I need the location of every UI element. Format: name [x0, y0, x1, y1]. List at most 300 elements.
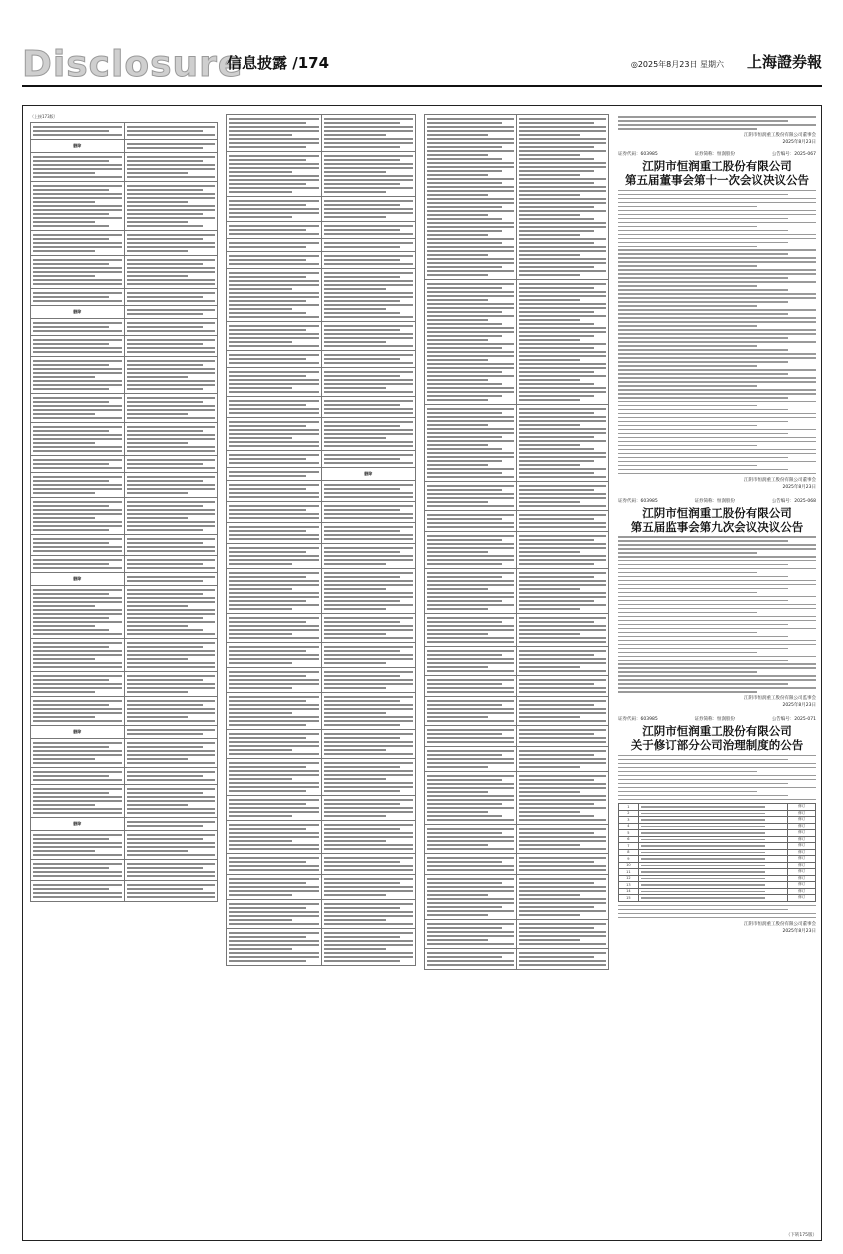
rule-number: 3 [619, 817, 639, 824]
text-line [427, 485, 514, 487]
text-line [324, 187, 414, 189]
original-article [227, 668, 322, 693]
revised-article [124, 672, 218, 697]
text-line [618, 433, 788, 435]
original-article [425, 676, 517, 697]
text-line [127, 633, 216, 635]
text-line [427, 174, 488, 176]
notice-title-company: 江阴市恒润重工股份有限公司 [642, 505, 792, 520]
notice-title-company: 江阴市恒润重工股份有限公司 [642, 724, 792, 739]
text-line [127, 197, 216, 199]
text-line [427, 262, 514, 264]
rule-number: 13 [619, 882, 639, 889]
text-line [427, 914, 488, 916]
revised-article [517, 569, 609, 614]
text-line [229, 208, 319, 210]
text-line [229, 312, 306, 314]
text-line [229, 296, 319, 298]
text-line [618, 357, 816, 359]
text-line [618, 389, 816, 391]
text-line [33, 892, 122, 894]
text-line [33, 605, 95, 607]
text-line [33, 488, 122, 490]
text-line [618, 580, 816, 582]
text-line [33, 360, 122, 362]
rule-number: 2 [619, 810, 639, 817]
text-line [519, 803, 594, 805]
text-line [229, 588, 292, 590]
text-line [519, 371, 594, 373]
text-line [618, 194, 788, 196]
text-line [427, 190, 514, 192]
text-line [324, 391, 414, 393]
text-line [229, 216, 292, 218]
text-line [519, 641, 606, 643]
text-line [427, 720, 514, 722]
text-line [519, 654, 594, 656]
text-line [33, 296, 109, 298]
text-line [519, 633, 580, 635]
text-line [127, 126, 216, 128]
text-line [427, 943, 514, 945]
text-line [127, 164, 216, 166]
text-line [127, 892, 216, 894]
text-line [519, 270, 606, 272]
text-line [519, 596, 606, 598]
text-line [33, 850, 95, 852]
text-line [618, 905, 816, 907]
text-line [324, 312, 401, 314]
rule-number: 7 [619, 843, 639, 850]
revised-article [124, 140, 218, 153]
text-line [229, 919, 292, 921]
text-line [33, 683, 122, 685]
revised-article [124, 818, 218, 831]
text-line [33, 242, 122, 244]
text-line [33, 292, 122, 294]
text-line [519, 836, 606, 838]
text-line [324, 832, 414, 834]
text-line [229, 662, 292, 664]
rule-status: 修订 [788, 849, 816, 856]
text-line [127, 193, 216, 195]
text-line [33, 675, 122, 677]
revised-article [517, 676, 609, 697]
text-line [33, 438, 122, 440]
text-line [427, 214, 488, 216]
text-line [519, 170, 594, 172]
text-line [127, 263, 203, 265]
text-line [33, 896, 122, 898]
text-line [618, 206, 757, 208]
text-line [427, 158, 502, 160]
text-line [618, 449, 816, 451]
text-line [324, 229, 401, 231]
text-line [229, 404, 306, 406]
text-line [519, 186, 606, 188]
text-line [427, 588, 488, 590]
text-line [519, 807, 606, 809]
text-line [519, 943, 606, 945]
text-line [229, 517, 319, 519]
text-line [229, 840, 292, 842]
revised-article [517, 405, 609, 482]
continuation-note: （下转175版） [785, 1233, 817, 1238]
text-line [33, 480, 109, 482]
original-article [31, 586, 125, 639]
text-line [33, 426, 122, 428]
text-line [229, 745, 319, 747]
text-line [229, 687, 292, 689]
text-line [33, 372, 122, 374]
text-line [229, 741, 319, 743]
text-line [519, 424, 580, 426]
text-line [519, 355, 606, 357]
text-line [33, 750, 122, 752]
text-line [127, 775, 203, 777]
text-line [33, 283, 122, 285]
text-line [519, 416, 606, 418]
text-line [519, 505, 606, 507]
text-line [33, 633, 122, 635]
comparison-row [425, 726, 609, 747]
text-line [127, 376, 189, 378]
text-line [618, 333, 816, 335]
revised-article [517, 772, 609, 825]
text-line [229, 563, 292, 565]
text-line [229, 584, 319, 586]
text-line [618, 365, 757, 367]
text-line [229, 679, 319, 681]
text-line [427, 493, 514, 495]
text-line [427, 617, 514, 619]
text-line [324, 204, 401, 206]
text-line [427, 250, 514, 252]
text-line [33, 351, 122, 353]
text-line [324, 255, 414, 257]
revised-article [124, 860, 218, 881]
rule-number: 1 [619, 804, 639, 811]
original-article [425, 920, 517, 949]
rule-number: 10 [619, 862, 639, 869]
text-line [127, 283, 216, 285]
text-line [229, 183, 306, 185]
text-line [324, 551, 401, 553]
text-line [33, 509, 122, 511]
text-line [127, 267, 216, 269]
text-line [618, 457, 788, 459]
comparison-row [227, 796, 416, 821]
text-line [127, 729, 216, 731]
text-line [618, 393, 816, 395]
text-line [229, 869, 319, 871]
text-line [127, 213, 203, 215]
original-article [31, 831, 125, 860]
text-line [618, 795, 788, 797]
revised-article [517, 482, 609, 511]
revised-article [321, 222, 416, 239]
text-line [324, 654, 414, 656]
text-line [33, 742, 122, 744]
text-line [33, 834, 122, 836]
text-line [427, 960, 514, 962]
text-line [127, 617, 203, 619]
text-line [427, 246, 514, 248]
notice-title-subject: 关于修订部分公司治理制度的公告 [630, 738, 804, 753]
text-line [427, 150, 514, 152]
text-line [519, 927, 594, 929]
text-line [229, 803, 306, 805]
text-line [427, 551, 488, 553]
text-line [519, 493, 606, 495]
text-line [127, 326, 203, 328]
text-line [519, 428, 606, 430]
text-line [229, 255, 319, 257]
text-line [519, 497, 606, 499]
text-line [519, 869, 606, 871]
text-line [229, 733, 319, 735]
text-line [229, 505, 319, 507]
text-line [324, 596, 414, 598]
masthead-wordmark: Disclosure [22, 44, 244, 85]
revised-article [124, 768, 218, 785]
text-line [427, 679, 514, 681]
comparison-row [31, 498, 218, 535]
text-line [618, 309, 816, 311]
text-line [324, 786, 414, 788]
text-line [127, 896, 216, 898]
text-line [618, 548, 816, 550]
text-line [127, 160, 203, 162]
text-line [618, 381, 816, 383]
text-line [324, 272, 414, 274]
text-line [324, 932, 414, 934]
text-line [324, 233, 414, 235]
revised-article [321, 351, 416, 368]
comparison-row [425, 647, 609, 676]
text-line [427, 584, 514, 586]
text-line [618, 799, 816, 801]
revised-article [517, 647, 609, 676]
text-line [33, 650, 122, 652]
text-line [33, 792, 109, 794]
text-line [324, 687, 387, 689]
text-line [427, 910, 514, 912]
text-line [33, 629, 109, 631]
text-line [229, 538, 319, 540]
text-line [229, 547, 319, 549]
text-line [324, 509, 401, 511]
rule-status: 修订 [788, 862, 816, 869]
text-line [229, 233, 319, 235]
text-line [427, 343, 514, 345]
text-line [127, 480, 203, 482]
text-line [618, 253, 788, 255]
deleted-marker: 删除 [31, 818, 125, 831]
text-line [229, 559, 319, 561]
text-line [229, 280, 319, 282]
text-line [33, 867, 109, 869]
original-article [227, 544, 322, 569]
text-line [324, 118, 414, 120]
rule-number: 6 [619, 836, 639, 843]
text-line [33, 559, 122, 561]
text-line [127, 834, 216, 836]
text-line [519, 637, 606, 639]
text-line [618, 775, 816, 777]
column-4 [618, 114, 816, 1224]
text-line [427, 840, 514, 842]
comparison-row [227, 418, 416, 451]
text-line [33, 176, 122, 178]
text-line [229, 530, 306, 532]
text-line [127, 450, 216, 452]
text-line [229, 358, 306, 360]
comparison-row [425, 875, 609, 920]
text-line [127, 185, 216, 187]
original-article [31, 860, 125, 881]
original-article [227, 152, 322, 197]
text-line [229, 832, 319, 834]
text-line [324, 944, 414, 946]
text-line [324, 563, 387, 565]
text-line [519, 844, 580, 846]
rule-number: 12 [619, 875, 639, 882]
revised-article [124, 123, 218, 140]
original-article [227, 875, 322, 900]
signature-date: 2025年8月23日 [782, 484, 816, 490]
text-line [427, 428, 514, 430]
text-line [519, 440, 606, 442]
text-line [229, 580, 319, 582]
text-line [324, 138, 414, 140]
masthead [22, 40, 822, 96]
comparison-row [31, 768, 218, 785]
text-line [229, 861, 306, 863]
text-line [519, 299, 580, 301]
text-line [618, 425, 757, 427]
text-line [229, 857, 319, 859]
text-line [519, 218, 594, 220]
text-line [427, 604, 514, 606]
signature-date: 2025年8月23日 [782, 703, 816, 709]
text-line [229, 774, 319, 776]
text-line [33, 185, 122, 187]
text-line [324, 844, 414, 846]
text-line [229, 534, 319, 536]
text-line [519, 122, 594, 124]
original-article [227, 368, 322, 397]
text-line [33, 275, 95, 277]
text-line [427, 238, 514, 240]
text-line [127, 804, 189, 806]
signature-company: 江阴市恒润重工股份有限公司董事会 [744, 133, 816, 139]
comparison-row [227, 397, 416, 418]
text-line [229, 907, 306, 909]
text-line [127, 662, 216, 664]
text-line [33, 201, 95, 203]
text-line [618, 536, 816, 538]
comparison-row [31, 697, 218, 726]
text-line [127, 221, 189, 223]
comparison-row [31, 586, 218, 639]
text-line [229, 932, 319, 934]
text-line [519, 704, 594, 706]
notice-body [618, 190, 816, 474]
notice-body [618, 755, 816, 800]
text-line [427, 704, 502, 706]
text-line [519, 375, 606, 377]
text-line [519, 811, 580, 813]
text-line [324, 555, 414, 557]
articles-comparison-table-2 [226, 114, 416, 966]
text-line [127, 788, 216, 790]
text-line [229, 383, 319, 385]
text-line [618, 660, 788, 662]
text-line [324, 704, 414, 706]
text-line [127, 720, 216, 722]
comparison-row [31, 556, 218, 573]
signature-company: 江阴市恒润重工股份有限公司董事会 [744, 921, 816, 927]
text-line [427, 592, 514, 594]
text-line [33, 339, 122, 341]
text-line [127, 593, 203, 595]
text-line [127, 712, 216, 714]
text-line [229, 130, 319, 132]
text-line [618, 687, 816, 689]
text-line [324, 621, 401, 623]
rule-number: 4 [619, 823, 639, 830]
text-line [127, 271, 216, 273]
text-line [229, 766, 306, 768]
text-line [519, 898, 606, 900]
comparison-row [425, 115, 609, 280]
comparison-row [31, 306, 218, 319]
text-line [33, 842, 122, 844]
original-article [425, 875, 517, 920]
text-line [229, 625, 319, 627]
text-line [427, 844, 488, 846]
text-line [229, 737, 306, 739]
comparison-row [31, 831, 218, 860]
text-line [33, 209, 122, 211]
original-article [425, 614, 517, 647]
comparison-row [227, 900, 416, 929]
text-line [324, 488, 401, 490]
text-line [127, 658, 189, 660]
text-line [324, 130, 414, 132]
comparison-row [227, 693, 416, 730]
text-line [324, 815, 387, 817]
text-line [324, 404, 401, 406]
notice-supervisory-resolution [618, 498, 816, 709]
text-line [427, 468, 514, 470]
revised-article [517, 280, 609, 405]
text-line [127, 716, 189, 718]
text-line [519, 956, 594, 958]
text-line [127, 463, 203, 465]
text-line [127, 143, 216, 145]
text-line [33, 160, 109, 162]
original-article [31, 153, 125, 182]
text-line [519, 543, 606, 545]
comparison-row [425, 825, 609, 854]
text-line [33, 609, 122, 611]
text-line [229, 807, 319, 809]
text-line [127, 666, 216, 668]
text-line [427, 766, 488, 768]
text-line [618, 540, 788, 542]
